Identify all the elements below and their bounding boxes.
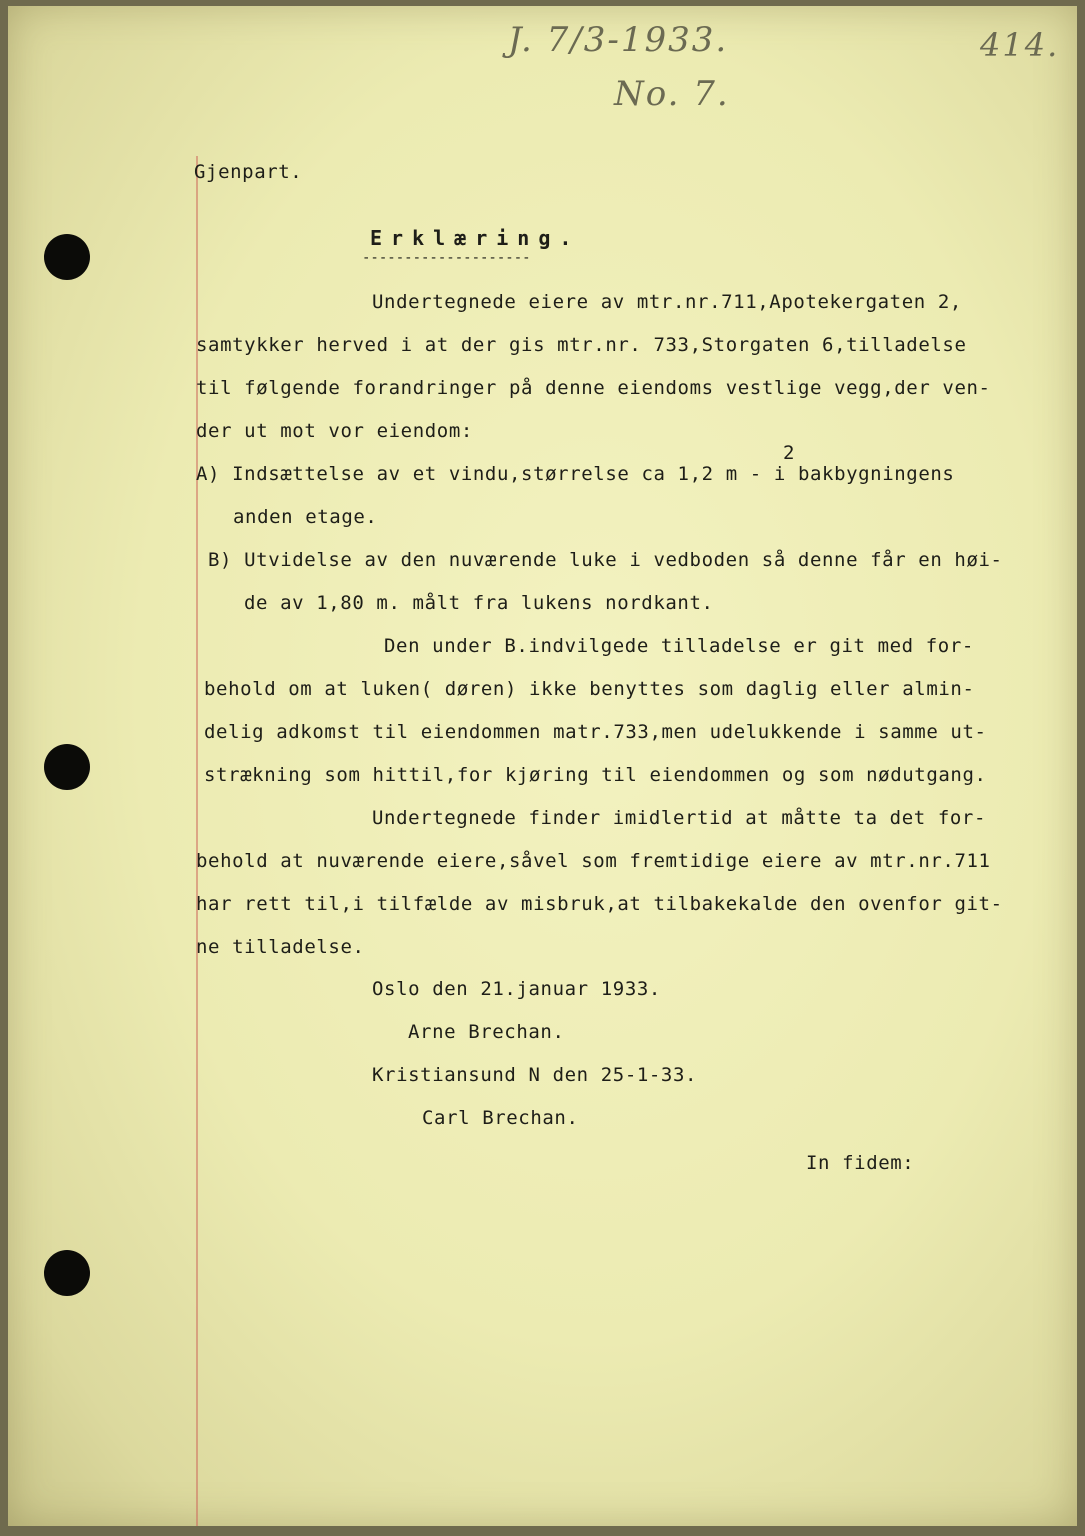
handwritten-number: No. 7.	[614, 74, 730, 114]
punch-hole-icon	[44, 1250, 90, 1296]
punch-hole-icon	[44, 744, 90, 790]
title-underline: --------------------	[362, 250, 531, 266]
signatory-name: Carl Brechan.	[422, 1107, 579, 1129]
text-line: B) Utvidelse av den nuværende luke i vedboden så denne får en høi-	[208, 549, 1003, 571]
copy-label: Gjenpart.	[194, 161, 303, 183]
text-line: behold at nuværende eiere,såvel som fremtidige eiere av mtr.nr.711	[196, 850, 991, 872]
text-line: der ut mot vor eiendom:	[196, 420, 473, 442]
document-title: Erklæring.	[370, 226, 581, 250]
text-line: til følgende forandringer på denne eiendoms vestlige vegg,der ven-	[196, 377, 991, 399]
superscript: 2	[783, 442, 796, 464]
text-line: strækning som hittil,for kjøring til eiendommen og som nødutgang.	[204, 764, 987, 786]
text-line: Undertegnede eiere av mtr.nr.711,Apotekergaten 2,	[372, 291, 962, 313]
witness-label: In fidem:	[806, 1152, 915, 1174]
signature-place-date: Kristiansund N den 25-1-33.	[372, 1064, 698, 1086]
text-line: Den under B.indvilgede tilladelse er git med for-	[384, 635, 974, 657]
punch-hole-icon	[44, 234, 90, 280]
text-line: behold om at luken( døren) ikke benyttes som daglig eller almin-	[204, 678, 975, 700]
handwritten-date: J. 7/3-1933.	[508, 20, 729, 60]
page-number: 414.	[980, 26, 1060, 64]
signatory-name: Arne Brechan.	[408, 1021, 565, 1043]
text-line: samtykker herved i at der gis mtr.nr. 733,Storgaten 6,tilladelse	[196, 334, 967, 356]
text-line: de av 1,80 m. målt fra lukens nordkant.	[244, 592, 714, 614]
text-line: ne tilladelse.	[196, 936, 365, 958]
text-line: Undertegnede finder imidlertid at måtte ta det for-	[372, 807, 986, 829]
document-page	[8, 6, 1077, 1526]
margin-line	[196, 156, 198, 1526]
text-line: A) Indsættelse av et vindu,størrelse ca 1,2 m - i bakbygningens	[196, 463, 955, 485]
text-line: anden etage.	[233, 506, 378, 528]
signature-place-date: Oslo den 21.januar 1933.	[372, 978, 661, 1000]
text-line: har rett til,i tilfælde av misbruk,at tilbakekalde den ovenfor git-	[196, 893, 1003, 915]
text-line: delig adkomst til eiendommen matr.733,men udelukkende i samme ut-	[204, 721, 987, 743]
